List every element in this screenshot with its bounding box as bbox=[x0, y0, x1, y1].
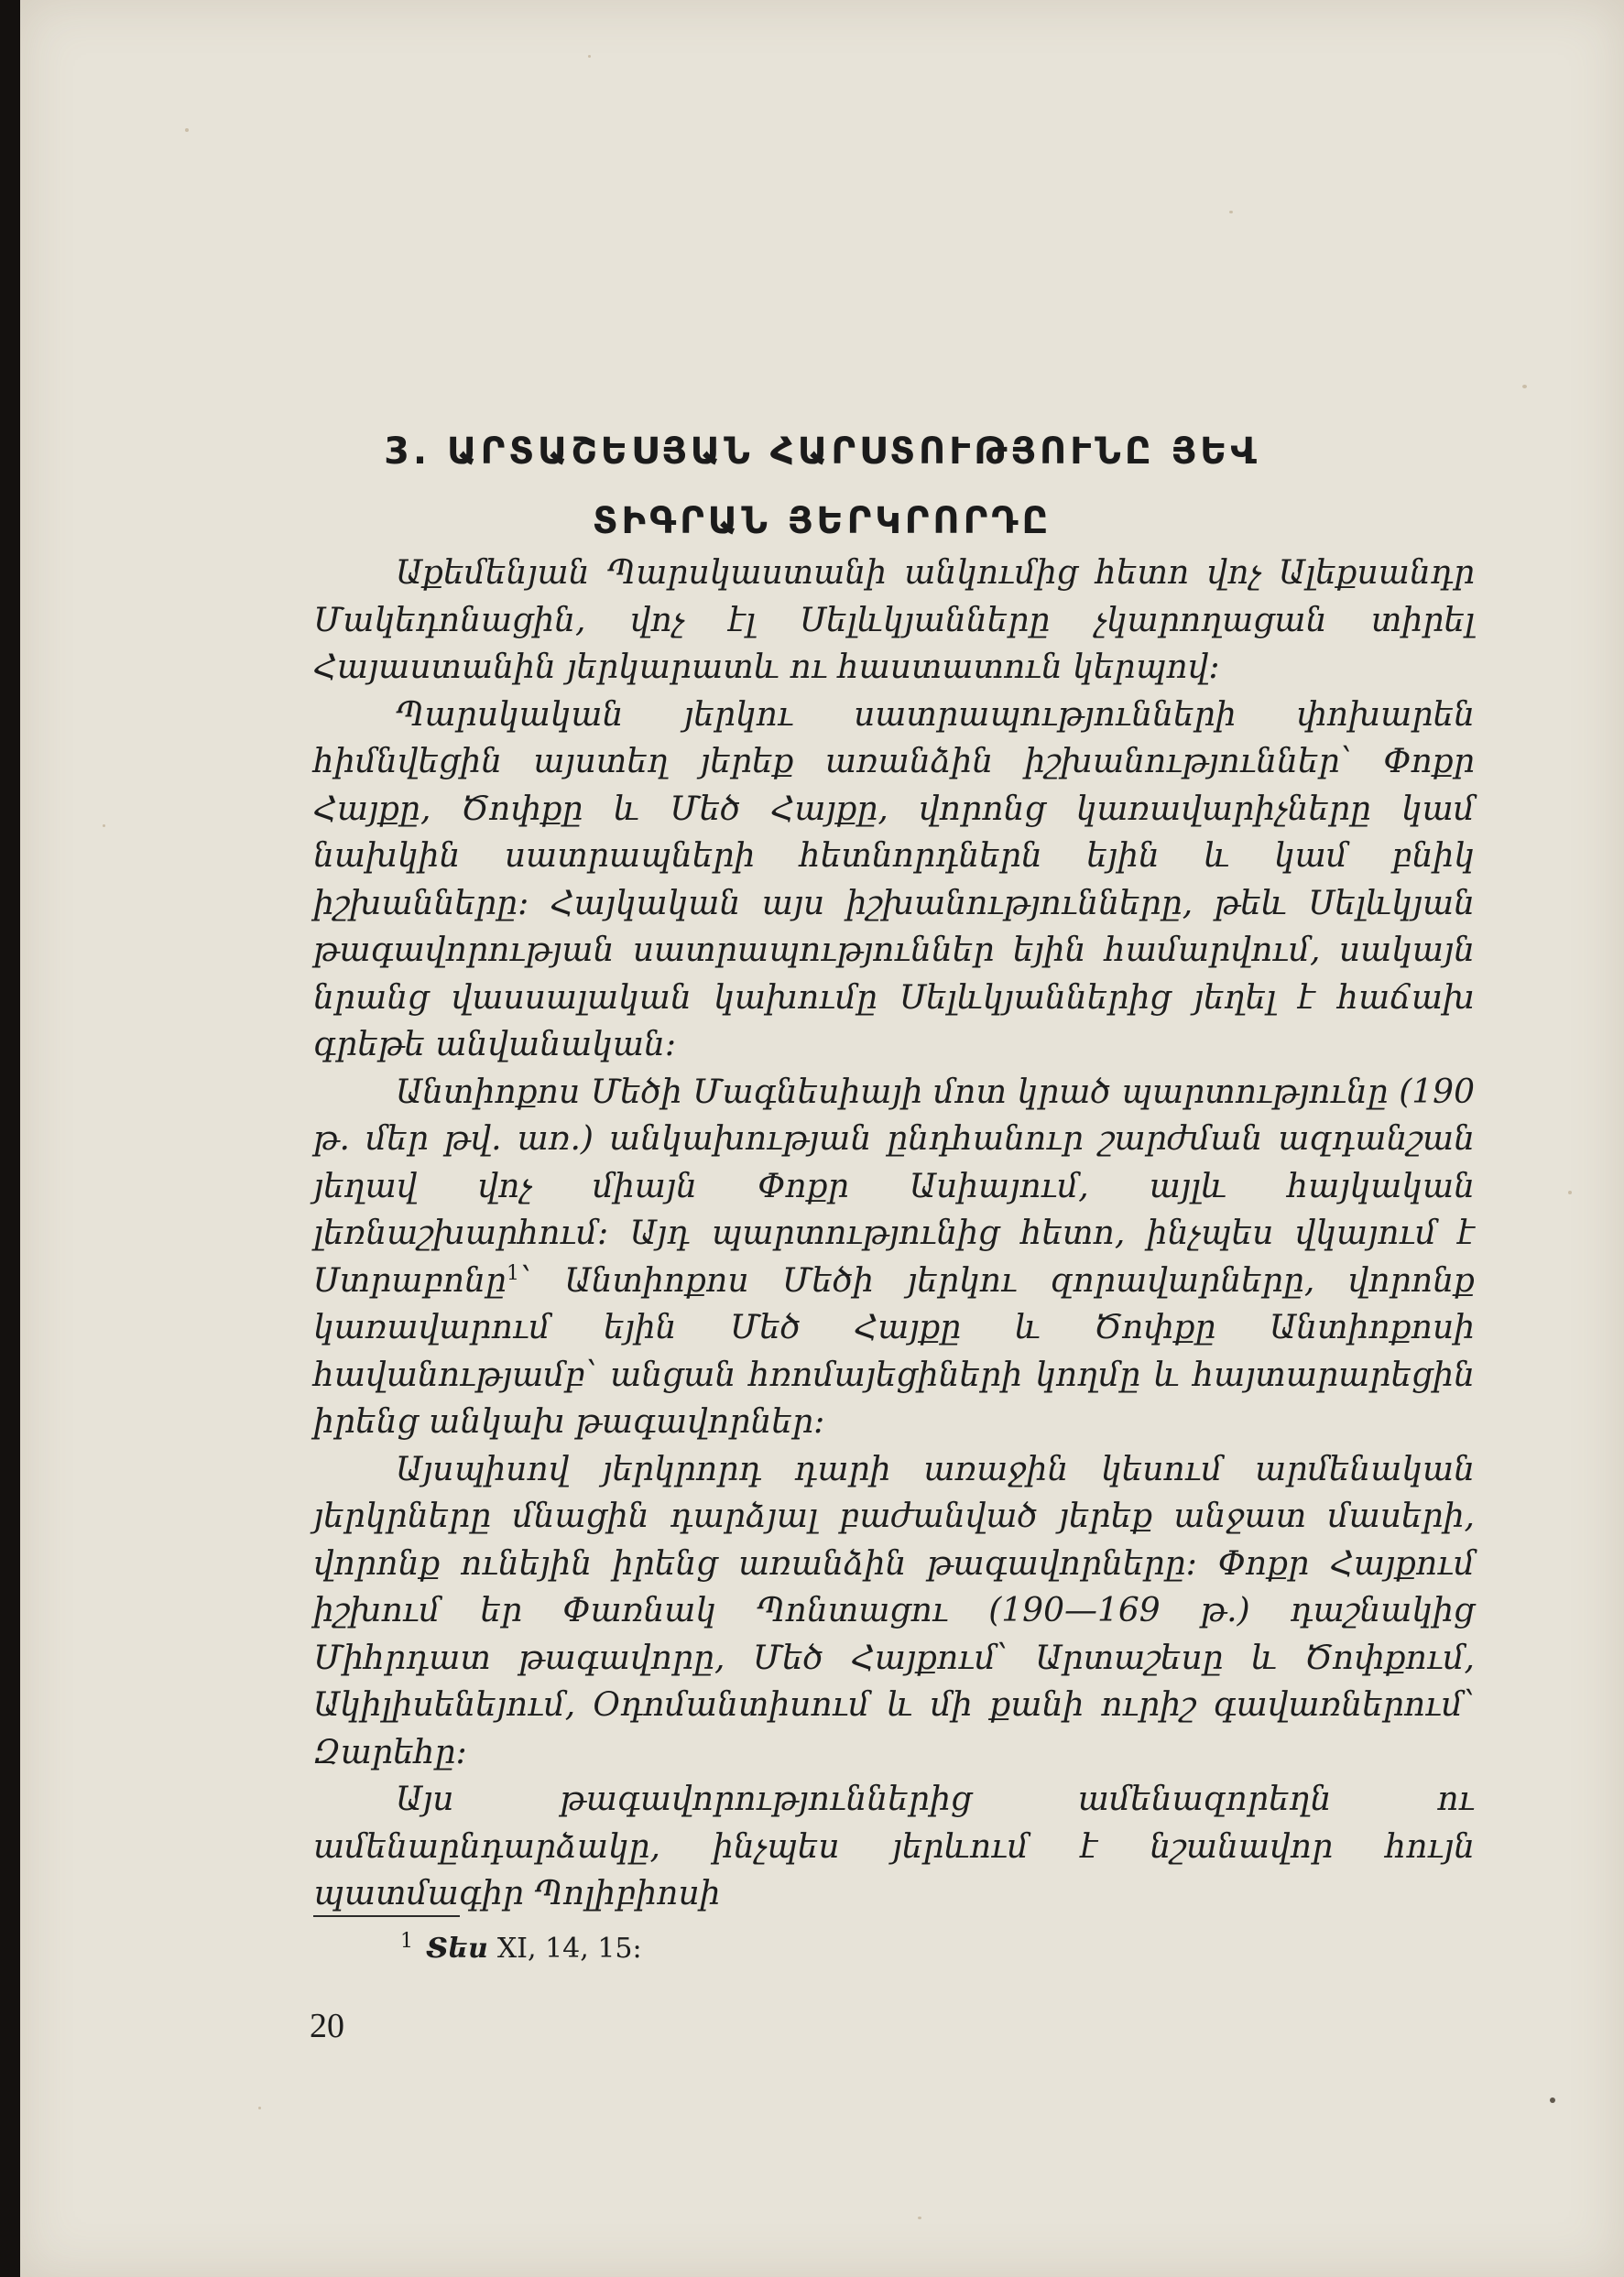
chapter-heading-line-1: 3. ԱՐՏԱՇԵՍՅԱՆ ՀԱՐՍՏՈՒԹՅՈՒՆԸ ՅԵՎ bbox=[384, 430, 1260, 473]
paper-speck bbox=[1229, 211, 1233, 213]
footnote-reference-text: XI, 14, 15: bbox=[496, 1933, 642, 1965]
paragraph-2: Պարսկական յերկու սատրապությունների փոխարեն հիմնվեցին այստեղ յերեք առանձին իշխանություններ՝ Փոքր Հայքը, Ծոփքը և Մեծ Հայքը, վորոնց կառավարիչները կամ նախկին սատրապների հետնորդներն եյին և կամ բնիկ իշխանները։ Հայկական այս իշխանությունները, թեև Սելևկյան թագավորության սատրապություններ եյին համարվում, սակայն նրանց վասսալական կախումը Սելևկյաններից յեղել է հաճախ գրեթե անվանական։ bbox=[313, 695, 1475, 1063]
paper-speck bbox=[258, 2107, 261, 2109]
footnote-divider bbox=[313, 1915, 460, 1917]
paragraph-4: Այսպիսով յերկրորդ դարի առաջին կեսում արմենական յերկրները մնացին դարձյալ բաժանված յերեք անջատ մասերի, վորոնք ունեյին իրենց առանձին թագավորները։ Փոքր Հայքում իշխում եր Փառնակ Պոնտացու (190—169 թ.) դաշնակից Միհրդատ թագավորը, Մեծ Հայքում՝ Արտաշեսը և Ծոփքում, Ակիլիսենեյում, Օդոմանտիսում և մի քանի ուրիշ գավառներում՝ Զարեհը։ bbox=[313, 1450, 1475, 1771]
page-number: 20 bbox=[310, 2007, 344, 2045]
book-page bbox=[20, 0, 1624, 2277]
paper-speck bbox=[1522, 385, 1527, 388]
chapter-heading-line-2: ՏԻԳՐԱՆ ՅԵՐԿՐՈՐԴԸ bbox=[592, 500, 1052, 542]
paper-speck bbox=[1550, 2097, 1555, 2103]
paper-speck bbox=[1568, 1191, 1572, 1194]
footnote-reference[interactable]: 1 bbox=[506, 1261, 519, 1285]
paragraph-5: Այս թագավորություններից ամենազորեղն ու ամենաընդարձակը, ինչպես յերևում է նշանավոր հույն պատմագիր Պոլիբիոսի bbox=[313, 1781, 1475, 1912]
footnote bbox=[400, 1922, 642, 1969]
chapter-heading bbox=[20, 417, 1624, 556]
footnote-mark: 1 bbox=[400, 1930, 413, 1953]
paper-speck bbox=[588, 55, 591, 58]
body-text bbox=[313, 550, 1475, 1918]
paragraph-3-tail: ՝ Անտիոքոս Մեծի յերկու զորավարները, վորոնք կառավարում եյին Մեծ Հայքը և Ծոփքը Անտիոքոսի հավանությամբ՝ անցան հռոմայեցիների կողմը և հայտարարեցին իրենց անկախ թագավորներ։ bbox=[313, 1261, 1475, 1441]
footnote-source: Տես bbox=[426, 1933, 488, 1965]
paragraph-3 bbox=[313, 1069, 1475, 1446]
paragraph-3-text: Անտիոքոս Մեծի Մագնեսիայի մոտ կրած պարտությունը (190 թ. մեր թվ. առ.) անկախության ընդհանուր շարժման ազդանշան յեղավ վոչ միայն Փոքր Ասիայում, այլև հայկական լեռնաշխարհում։ Այդ պարտությունից հետո, ինչպես վկայում է Ստրաբոնը bbox=[313, 1073, 1475, 1300]
paper-speck bbox=[185, 128, 189, 132]
paragraph-1: Աքեմենյան Պարսկաստանի անկումից հետո վոչ Ալեքսանդր Մակեդոնացին, վոչ էլ Սելևկյանները չկարողացան տիրել Հայաստանին յերկարատև ու հաստատուն կերպով։ bbox=[313, 554, 1475, 686]
paper-speck bbox=[103, 824, 105, 827]
paper-speck bbox=[918, 2217, 921, 2219]
